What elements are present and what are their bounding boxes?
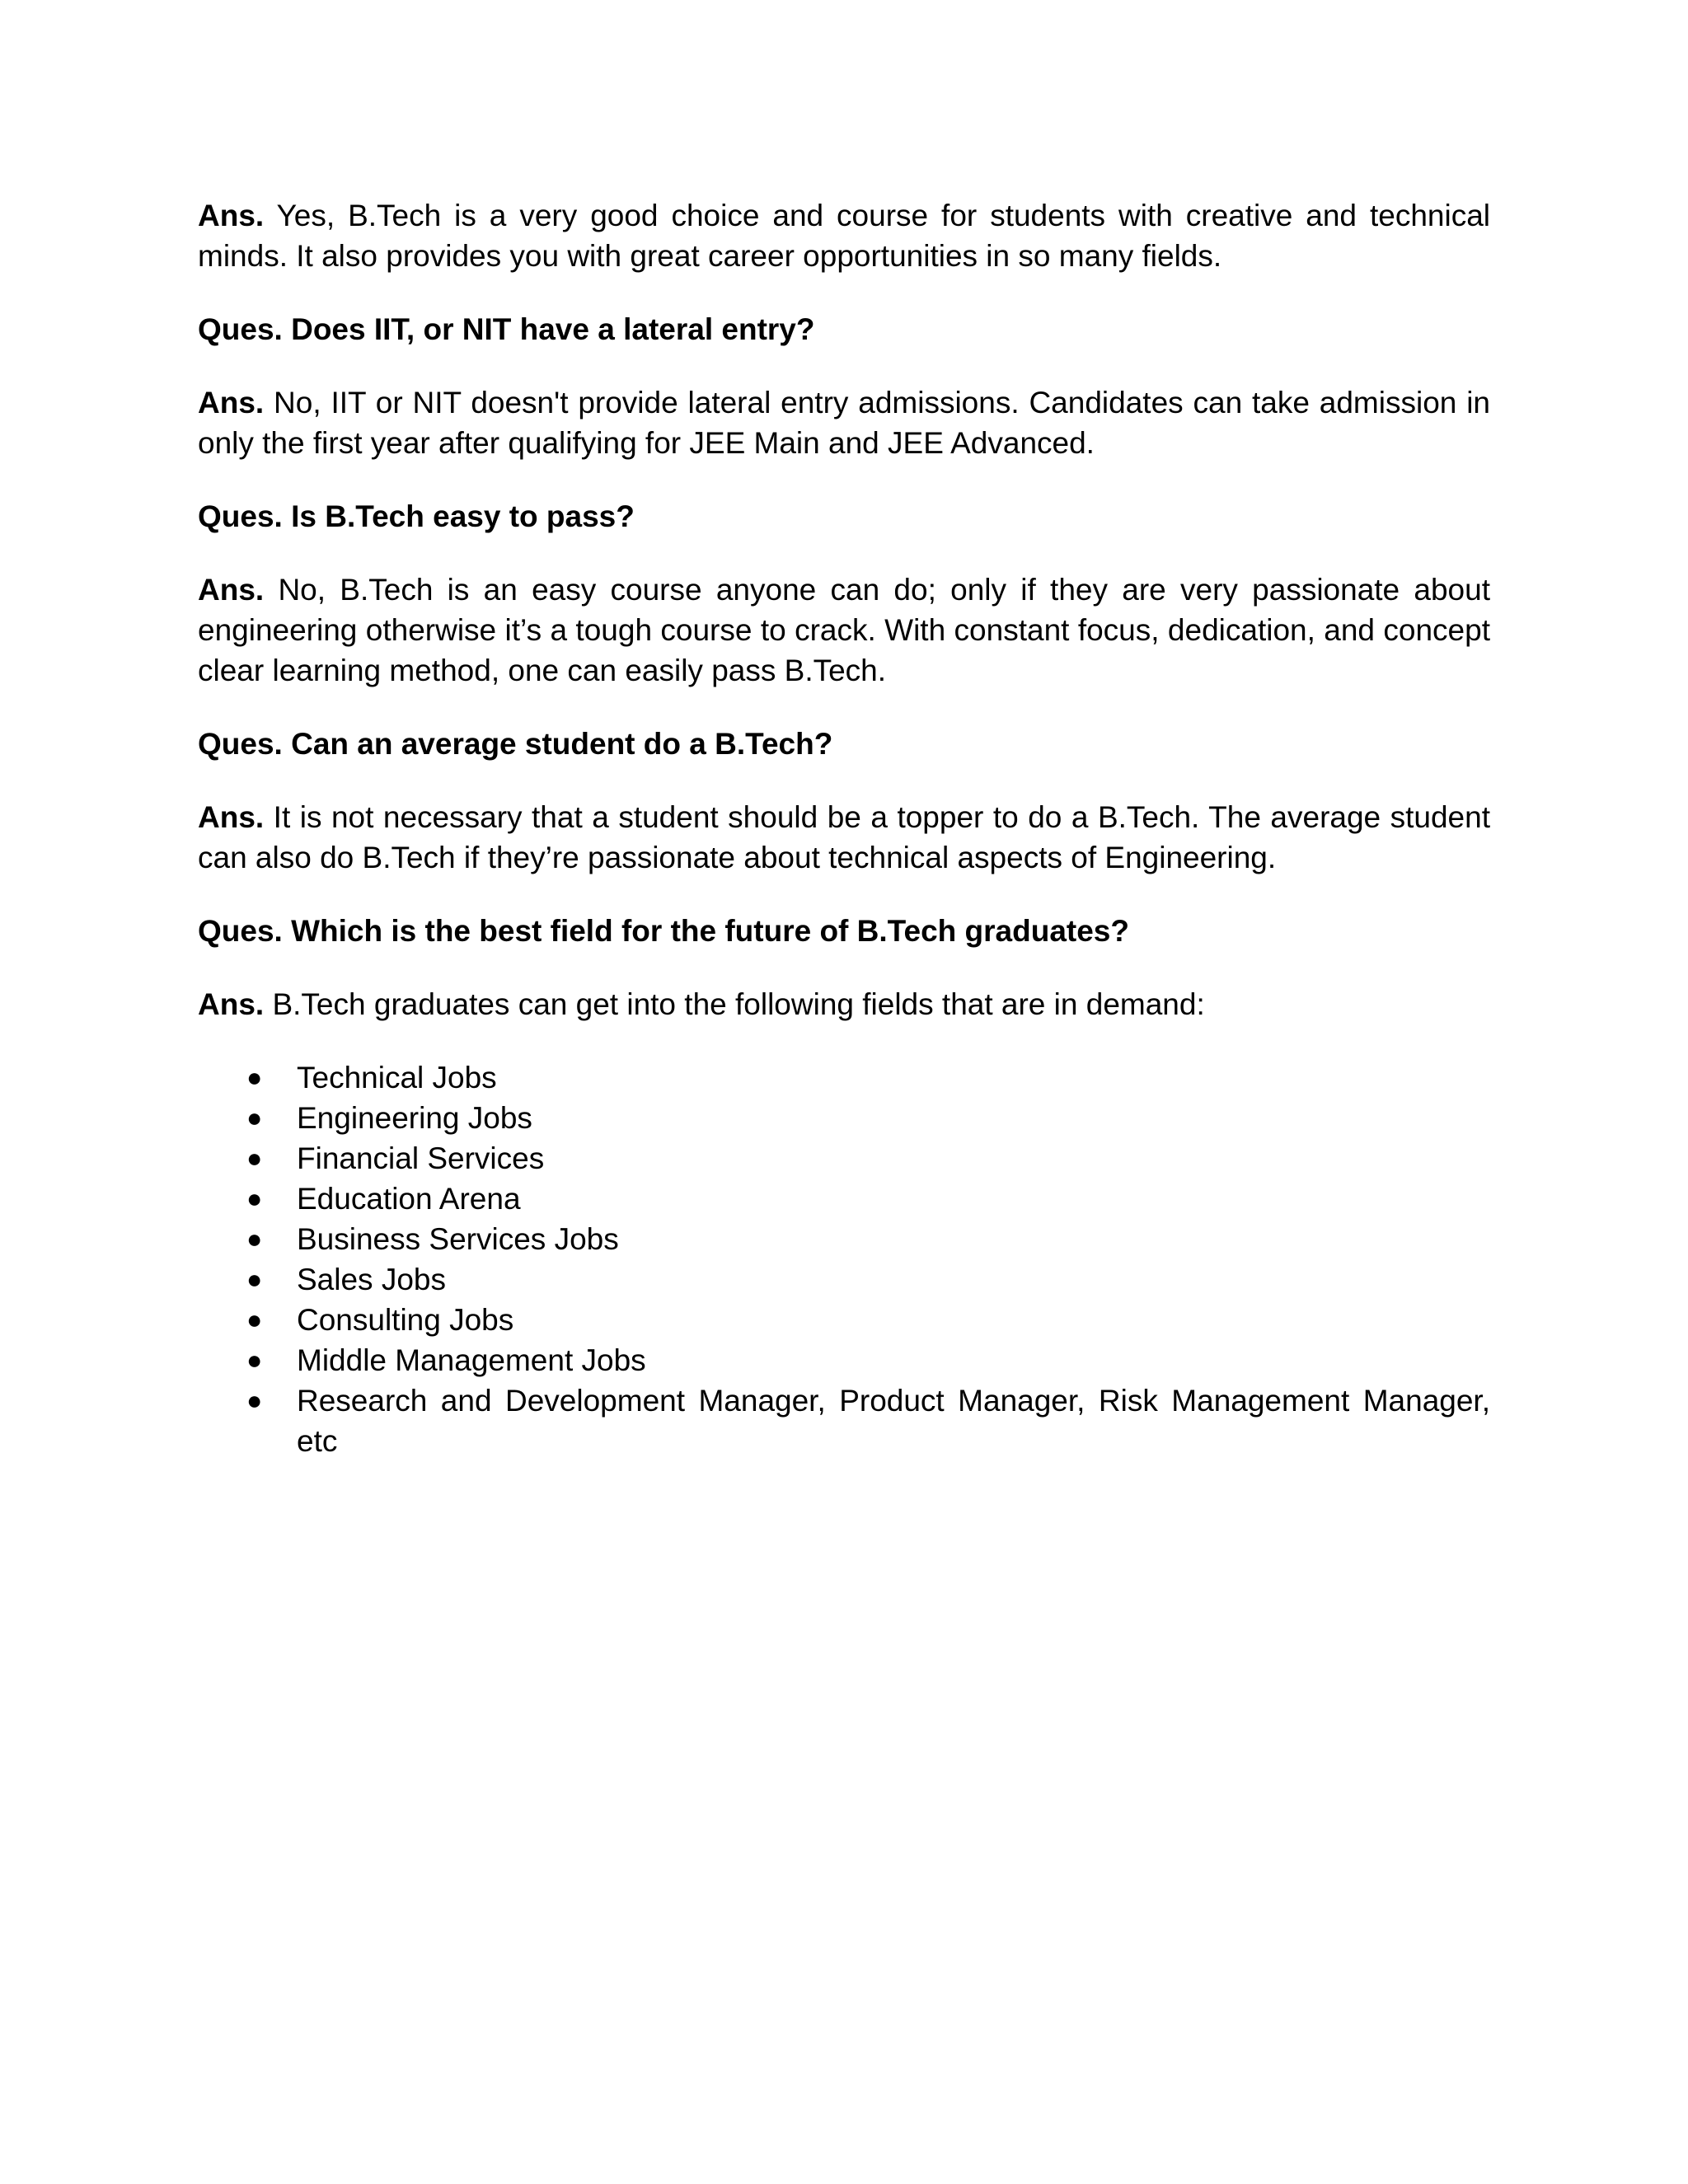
bullet-icon: ● (246, 1143, 263, 1173)
list-item (198, 1138, 1490, 1179)
list-item (198, 1259, 1490, 1300)
answer-text: It is not necessary that a student should be a topper to do a B.Tech. The average student can also do B.Tech if they’re passionate about technical aspects of Engineering. (198, 800, 1490, 874)
fields-list (198, 1057, 1490, 1461)
answer-best-field (198, 984, 1490, 1024)
question-best-field: Ques. Which is the best field for the future of B.Tech graduates? (198, 914, 1129, 948)
question-easy-to-pass: Ques. Is B.Tech easy to pass? (198, 499, 635, 533)
list-item (198, 1098, 1490, 1138)
answer-label: Ans. (198, 800, 265, 834)
bullet-icon: ● (246, 1345, 263, 1375)
answer-lateral-entry (198, 382, 1490, 463)
list-item-text: Consulting Jobs (297, 1303, 514, 1337)
bullet-icon: ● (246, 1305, 263, 1334)
answer-label: Ans. (198, 987, 265, 1021)
document-page (198, 195, 1490, 1461)
list-item-text: Middle Management Jobs (297, 1343, 646, 1377)
answer-text: No, IIT or NIT doesn't provide lateral entry admissions. Candidates can take admission in only the first year after qualifying for JEE Main and JEE Advanced. (198, 386, 1490, 460)
bullet-icon: ● (246, 1385, 263, 1415)
answer-text: B.Tech graduates can get into the following fields that are in demand: (264, 987, 1205, 1021)
answer-label: Ans. (198, 573, 265, 607)
bullet-icon: ● (246, 1224, 263, 1254)
question-lateral-entry: Ques. Does IIT, or NIT have a lateral entry? (198, 312, 815, 346)
answer-label: Ans. (198, 199, 265, 232)
answer-label: Ans. (198, 386, 265, 419)
list-item (198, 1380, 1490, 1461)
list-item-text: Engineering Jobs (297, 1101, 532, 1135)
answer-easy-to-pass (198, 569, 1490, 691)
bullet-icon: ● (246, 1103, 263, 1132)
list-item (198, 1340, 1490, 1380)
intro-answer (198, 195, 1490, 276)
answer-text: No, B.Tech is an easy course anyone can do; only if they are very passionate about engineering otherwise it’s a tough course to crack. With constant focus, dedication, and concept clear learning method, one can easily pass B.Tech. (198, 573, 1490, 687)
list-item-text: Research and Development Manager, Product Manager, Risk Management Manager, etc (297, 1384, 1490, 1458)
bullet-icon: ● (246, 1183, 263, 1213)
list-item-text: Sales Jobs (297, 1263, 446, 1296)
list-item-text: Education Arena (297, 1182, 521, 1216)
list-item-text: Financial Services (297, 1141, 545, 1175)
bullet-icon: ● (246, 1062, 263, 1092)
list-item (198, 1300, 1490, 1340)
list-item (198, 1057, 1490, 1098)
list-item (198, 1179, 1490, 1219)
answer-average-student (198, 797, 1490, 878)
list-item-text: Business Services Jobs (297, 1222, 619, 1256)
answer-text: Yes, B.Tech is a very good choice and course for students with creative and technical minds. It also provides you with great career opportunities in so many fields. (198, 199, 1490, 273)
bullet-icon: ● (246, 1264, 263, 1294)
list-item-text: Technical Jobs (297, 1061, 497, 1094)
question-average-student: Ques. Can an average student do a B.Tech? (198, 727, 833, 761)
list-item (198, 1219, 1490, 1259)
